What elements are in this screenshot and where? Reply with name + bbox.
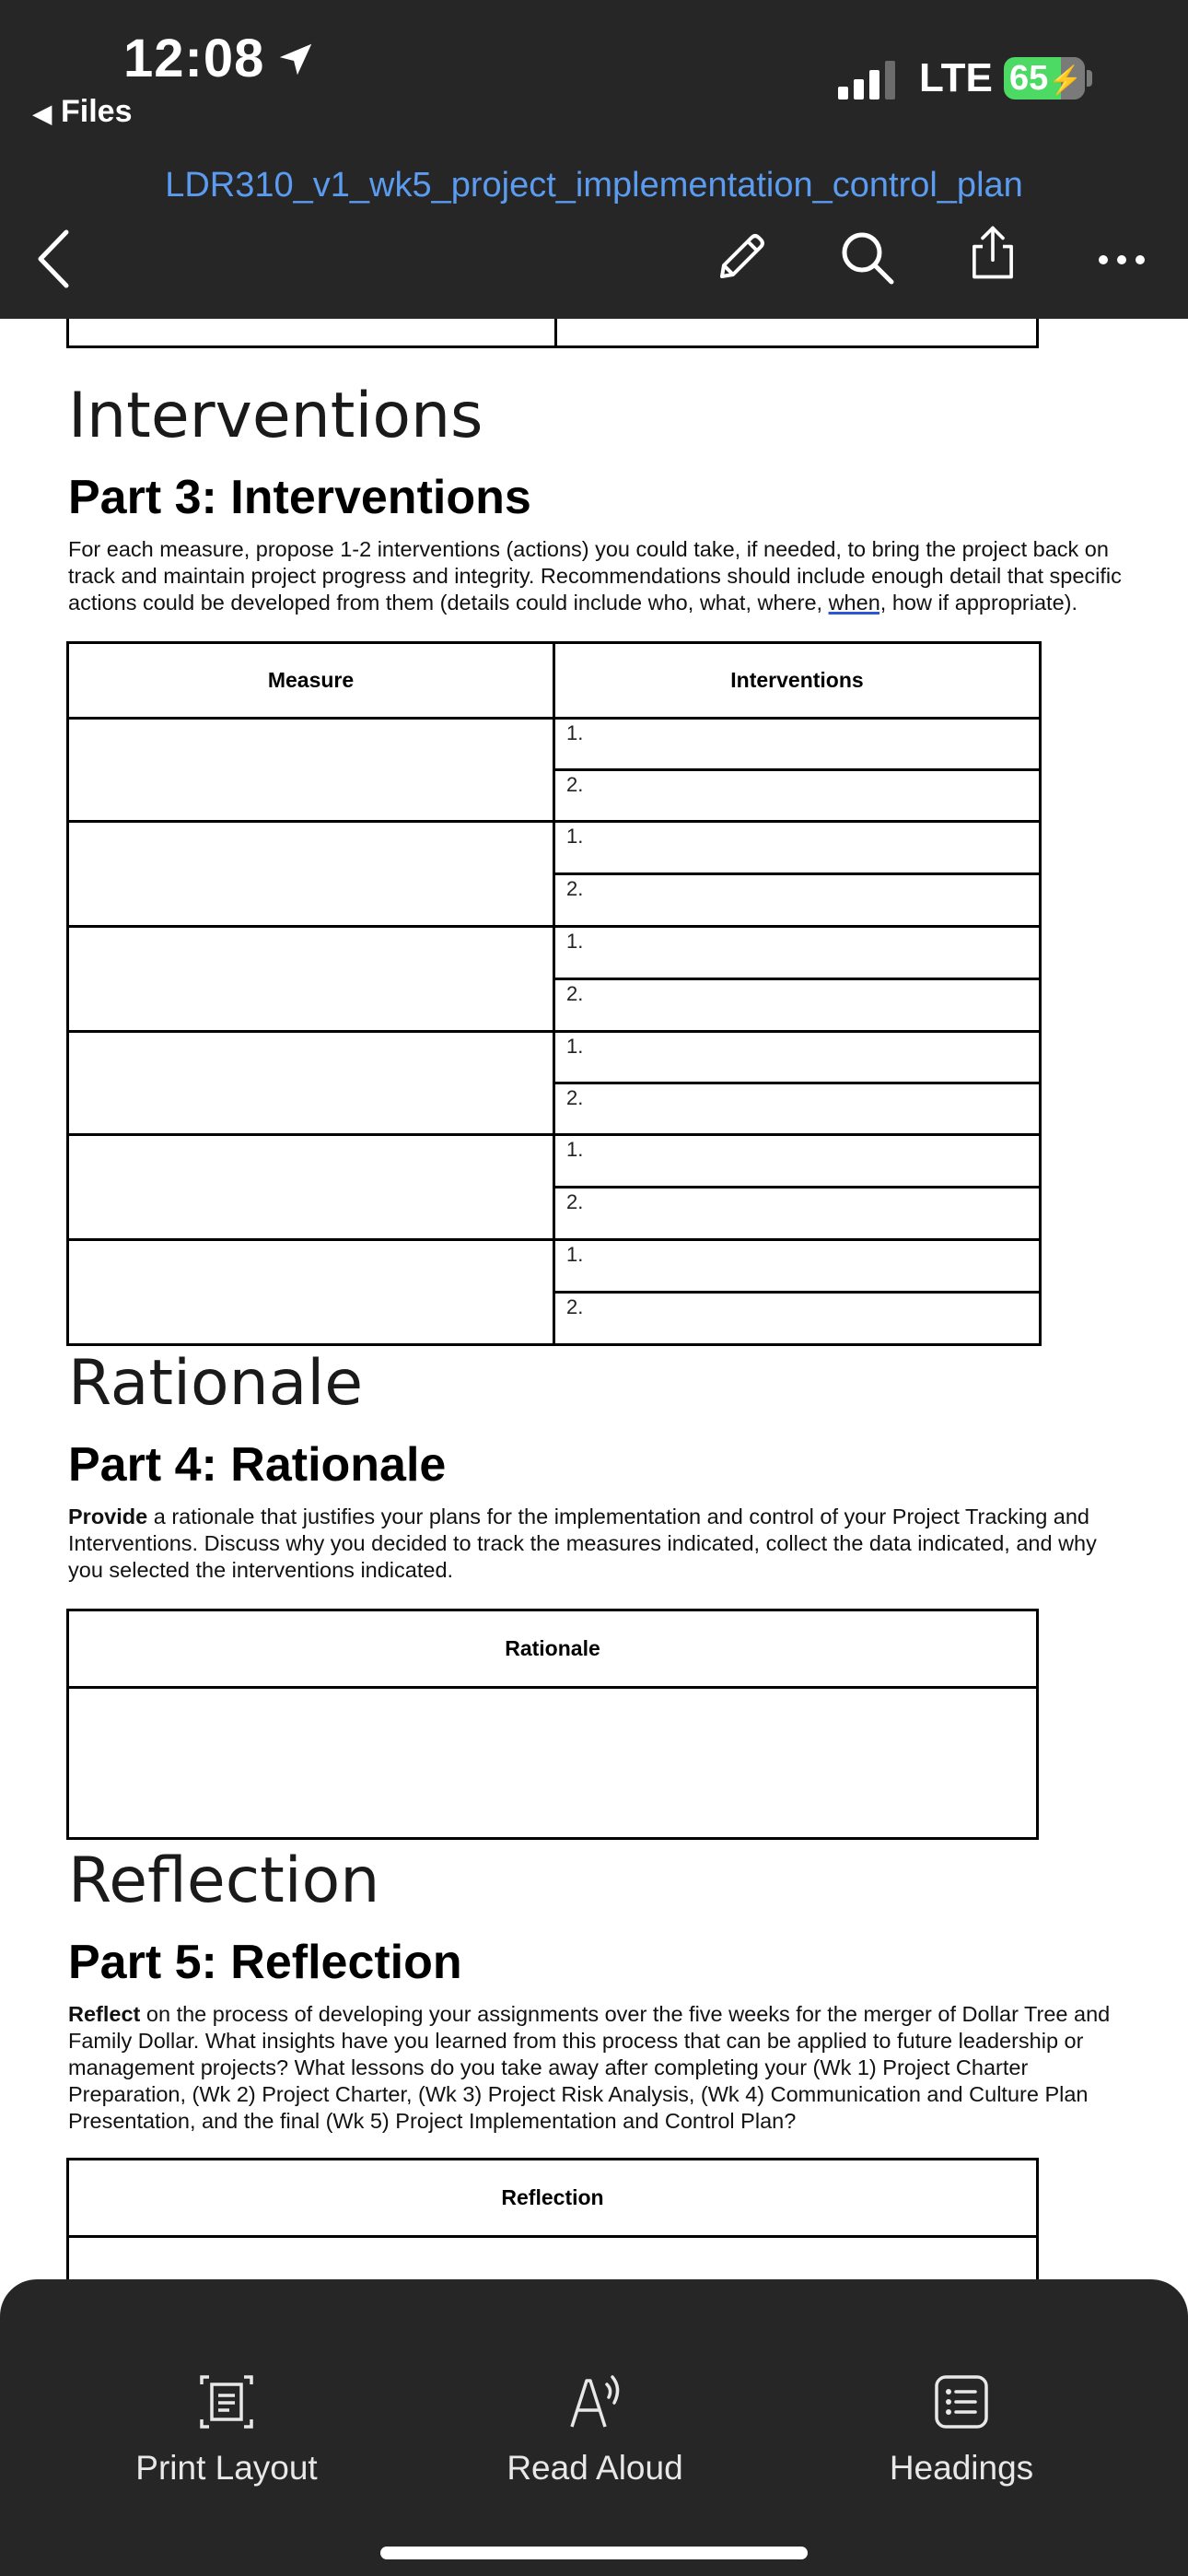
- part5-instructions: Reflect on the process of developing your assignments over the five weeks for the merger of Dollar Tree and Family Dollar. What insights have you learned from this process that can be applied to future leadership or management projects? What lessons do you take away after completing your (Wk 1) Project Charter Preparation, (Wk 2) Project Charter, (Wk 3) Project Risk Analysis, (Wk 4) Communication and Culture Plan Presentation, and the final (Wk 5) Project Implementation and Control Plan?: [68, 2002, 1111, 2133]
- measure-cell[interactable]: [68, 1240, 554, 1345]
- battery-nub: [1087, 70, 1092, 87]
- print-layout-icon: [196, 2371, 257, 2432]
- previous-table-bottom: [66, 319, 1039, 348]
- part3-instructions: For each measure, propose 1-2 interventions (actions) you could take, if needed, to bring the project back on track and maintain project progress and integrity. Recommendations should include enough detail that specific actions could be developed from them (details could include who, what, where, when, how if appropriate).: [68, 537, 1122, 615]
- search-icon[interactable]: [838, 228, 897, 287]
- rationale-cell[interactable]: [68, 1688, 1038, 1839]
- intervention-cell[interactable]: 1.: [554, 1240, 1041, 1293]
- read-aloud-button[interactable]: [438, 2371, 751, 2488]
- intervention-cell[interactable]: 2.: [554, 1188, 1041, 1240]
- intervention-cell[interactable]: 1.: [554, 1032, 1041, 1083]
- part3-heading: Part 3: Interventions: [68, 471, 531, 524]
- part4-heading: Part 4: Rationale: [68, 1438, 447, 1492]
- intervention-cell[interactable]: 1.: [554, 927, 1041, 979]
- measure-cell[interactable]: [68, 927, 554, 1032]
- intervention-cell[interactable]: 2.: [554, 1083, 1041, 1135]
- print-layout-button[interactable]: [70, 2371, 383, 2488]
- rationale-style-heading: Rationale: [68, 1347, 364, 1420]
- intervention-cell[interactable]: 2.: [554, 1293, 1041, 1345]
- back-to-files[interactable]: [33, 94, 132, 130]
- intervention-cell[interactable]: 2.: [554, 874, 1041, 927]
- measure-cell[interactable]: [68, 1135, 554, 1240]
- interventions-style-heading: Interventions: [68, 380, 483, 452]
- share-icon[interactable]: [963, 223, 1022, 282]
- bottom-toolbar: [0, 2279, 1188, 2576]
- part5-heading: Part 5: Reflection: [68, 1936, 462, 1989]
- cellular-signal-icon: [838, 61, 899, 100]
- battery-percent: 65⚡: [1009, 59, 1083, 98]
- interventions-table: [66, 641, 1042, 1346]
- rationale-table: [66, 1609, 1039, 1840]
- interventions-header: Interventions: [554, 643, 1041, 719]
- back-triangle-icon: ◀: [33, 100, 52, 127]
- measure-cell[interactable]: [68, 822, 554, 927]
- more-icon[interactable]: [1096, 241, 1147, 278]
- measure-cell[interactable]: [68, 1032, 554, 1135]
- read-aloud-icon: [565, 2371, 625, 2432]
- measure-header: Measure: [68, 643, 554, 719]
- reflection-style-heading: Reflection: [68, 1844, 380, 1917]
- intervention-cell[interactable]: 2.: [554, 979, 1041, 1032]
- part4-instructions: Provide a rationale that justifies your plans for the implementation and control of your Project Tracking and Interventions. Discuss why you decided to track the measures indicated, collect the data indicated, and why you selected the interventions indicated.: [68, 1505, 1097, 1582]
- read-aloud-label: Read Aloud: [507, 2449, 683, 2487]
- intervention-cell[interactable]: 1.: [554, 1135, 1041, 1188]
- document-page: [0, 319, 1188, 2576]
- measure-cell[interactable]: [68, 719, 554, 822]
- intervention-cell[interactable]: 1.: [554, 719, 1041, 770]
- location-arrow-icon: [274, 39, 317, 81]
- reflection-header: Reflection: [68, 2160, 1038, 2237]
- home-indicator[interactable]: [380, 2547, 808, 2559]
- intervention-cell[interactable]: 2.: [554, 770, 1041, 822]
- headings-label: Headings: [889, 2449, 1034, 2487]
- top-bar: [0, 0, 1188, 319]
- rationale-header: Rationale: [68, 1610, 1038, 1688]
- headings-button[interactable]: [805, 2371, 1118, 2488]
- status-time: 12:08: [123, 29, 265, 88]
- pen-icon[interactable]: [711, 228, 770, 287]
- back-app-label: Files: [61, 94, 133, 129]
- headings-list-icon: [931, 2371, 992, 2432]
- network-type: LTE: [919, 55, 993, 100]
- battery-icon: [1004, 57, 1085, 100]
- back-chevron-icon[interactable]: [35, 228, 72, 289]
- print-layout-label: Print Layout: [135, 2449, 318, 2487]
- intervention-cell[interactable]: 1.: [554, 822, 1041, 874]
- document-title[interactable]: LDR310_v1_wk5_project_implementation_control_plan: [165, 166, 1023, 205]
